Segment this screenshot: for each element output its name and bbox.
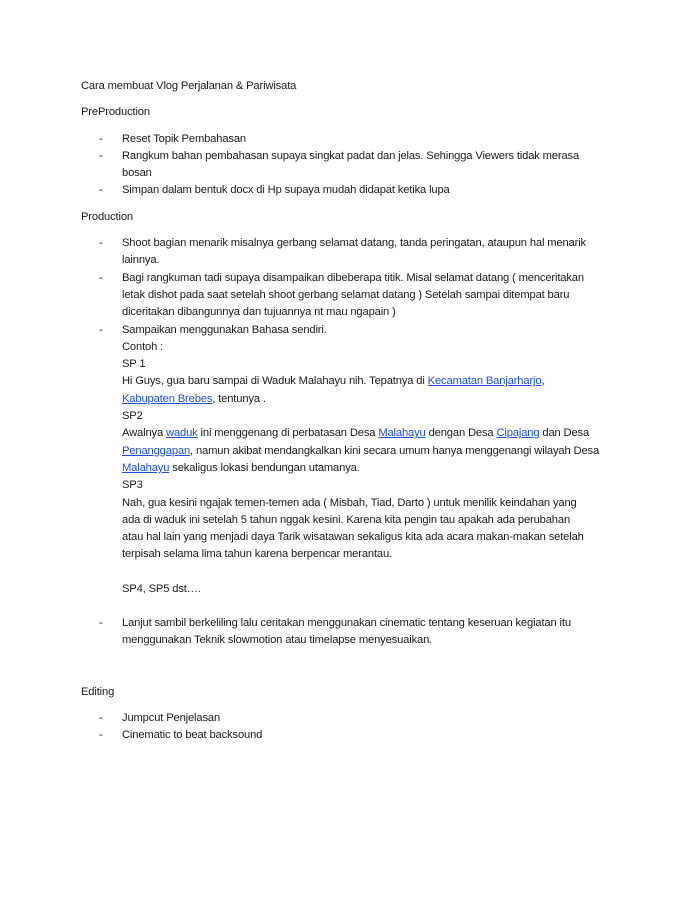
doc-title: Cara membuat Vlog Perjalanan & Pariwisata xyxy=(81,80,297,92)
bullet-dash: - xyxy=(99,237,103,250)
bullet-dash: - xyxy=(99,184,103,197)
bullet-dash: - xyxy=(99,729,103,742)
sp3-label: SP3 xyxy=(122,479,143,492)
list-item: - Shoot bagian menarik misalnya gerbang selamat datang, tanda peringatan, ataupun hal menarik lainnya. xyxy=(99,237,586,267)
list-item: - Jumpcut Penjelasan xyxy=(81,710,621,727)
sp3-line: atau hal lain yang menjadi daya Tarik wisatawan sekaligus kita ada acara makan-makan setelah xyxy=(122,531,584,544)
sp-more: SP4, SP5 dst…. xyxy=(122,582,201,595)
bullet-dash: - xyxy=(99,711,103,724)
sp1-line: Hi Guys, gua baru sampai di Waduk Malahayu nih. Tepatnya di Kecamatan Banjarharjo, xyxy=(122,375,545,388)
list-item: - Rangkum bahan pembahasan supaya singkat padat dan jelas. Sehingga Viewers tidak merasa bosan xyxy=(99,149,580,180)
list-item: - Bagi rangkuman tadi supaya disampaikan dibeberapa titik. Misal selamat datang ( menceritakan letak dishot pada saat setelah shoot gerbang selamat datang ) Setelah sampai ditempat baru diceritakan dibangunnya dan tujuannya nt mau ngapain ) xyxy=(99,271,584,319)
link-malahayu[interactable]: Malahayu xyxy=(378,427,426,440)
document-page xyxy=(81,78,621,745)
bullet-dash: - xyxy=(99,323,103,336)
editing-list xyxy=(81,710,621,745)
list-item: - Lanjut sambil berkeliling lalu ceritakan menggunakan cinematic tentang keseruan kegiatan itu menggunakan Teknik slowmotion atau timelapse menyesuaikan. xyxy=(99,617,571,647)
sp2-label: SP2 xyxy=(122,410,143,423)
bullet-dash: - xyxy=(99,271,103,284)
list-item: - Reset Topik Pembahasan xyxy=(81,131,621,148)
bullet-dash: - xyxy=(99,149,103,162)
sp2-line: Penanggapan, namun akibat mendangkalkan kini secara umum hanya menggenangi wilayah Desa xyxy=(122,444,600,457)
preproduction-list xyxy=(81,131,621,200)
preproduction-heading: PreProduction xyxy=(81,106,150,119)
sp2-line: Awalnya waduk ini menggenang di perbatasan Desa Malahayu dengan Desa Cipajang dan Desa xyxy=(122,427,590,440)
bullet-dash: - xyxy=(99,617,103,630)
link-kabupaten-brebes[interactable]: Kabupaten Brebes xyxy=(122,392,213,405)
list-item: - Simpan dalam bentuk docx di Hp supaya mudah didapat ketika lupa xyxy=(81,182,621,199)
contoh-label: Contoh : xyxy=(122,340,164,353)
sp1-label: SP 1 xyxy=(122,358,146,371)
link-malahayu[interactable]: Malahayu xyxy=(122,461,170,474)
production-heading: Production xyxy=(81,210,133,223)
link-waduk[interactable]: waduk xyxy=(166,427,198,440)
link-kecamatan-banjarharjo[interactable]: Kecamatan Banjarharjo xyxy=(427,375,542,388)
bullet-dash: - xyxy=(99,132,103,145)
sp3-line: Nah, gua kesini ngajak temen-temen ada ( Misbah, Tiad, Darto ) untuk menilik keindahan yang xyxy=(122,496,577,509)
link-penanggapan[interactable]: Penanggapan xyxy=(122,444,191,457)
list-item: - Cinematic to beat backsound xyxy=(81,727,621,744)
sp1-line: Kabupaten Brebes, tentunya . xyxy=(122,392,266,405)
sp3-line: ada di waduk ini setelah 5 tahun nggak kesini. Karena kita pengin tau apakah ada perubahan xyxy=(122,513,571,526)
production-list xyxy=(81,235,621,650)
sp3-line: terpisah selama lima tahun karena berpencar merantau. xyxy=(122,548,393,561)
editing-heading: Editing xyxy=(81,685,115,698)
link-cipajang[interactable]: Cipajang xyxy=(496,427,540,440)
list-item: - Sampaikan menggunakan Bahasa sendiri. Contoh : SP 1 Hi Guys, gua baru sampai di Waduk Malahayu nih. Tepatnya di Kecamatan Banjarharjo, Kabupaten Brebes, tentunya . SP2 Awalnya waduk ini menggenang di perbatasan Desa Malahayu dengan Desa Cipajang dan Desa Penanggapan, namun akibat mendangkalkan kini secara umum hanya menggenangi wilayah Desa Malahayu sekaligus lokasi bendungan utamanya. SP3 Nah, gua kesini ngajak temen-temen ada ( Misbah, Tiad, Darto ) untuk menilik keindahan yang ada di waduk ini setelah 5 tahun nggak kesini. Karena kita pengin tau apakah ada perubahan atau hal lain yang menjadi daya Tarik wisatawan sekaligus kita ada acara makan-makan setelah terpisah selama lima tahun karena berpencar merantau. SP4, SP5 dst…. xyxy=(81,322,621,598)
sp2-line: Malahayu sekaligus lokasi bendungan utamanya. xyxy=(122,461,360,474)
